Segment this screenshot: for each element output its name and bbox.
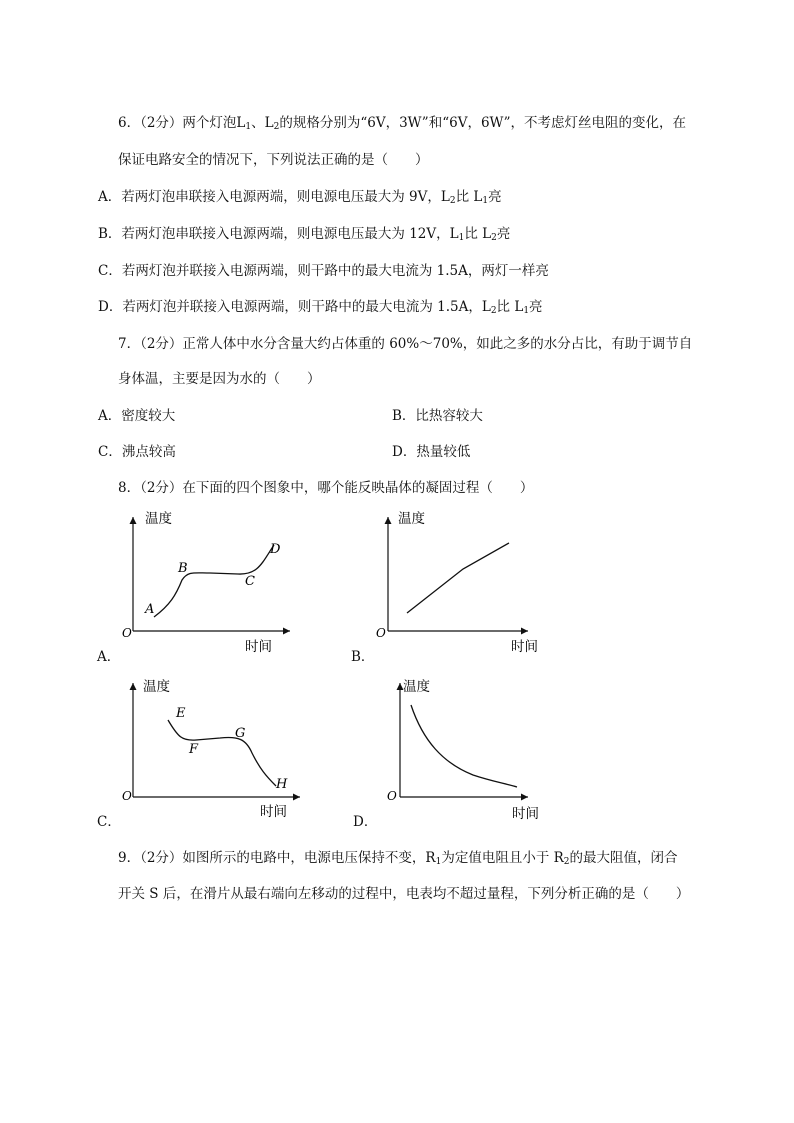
q6-option-a: A．若两灯泡串联接入电源两端，则电源电压最大为 9V，$L_2$比 $L_1$亮: [98, 189, 502, 206]
point-label: H: [276, 777, 288, 792]
q6-option-c: C．若两灯泡并联接入电源两端，则干路中的最大电流为 1.5A，两灯一样亮: [98, 263, 549, 279]
curve-d: [411, 705, 517, 787]
q6-stem-line1: 6．（2分）两个灯泡$L_1$、$L_2$的规格分别为“6V，3W”和“6V，6W”，不考虑灯丝电阻的变化，在: [118, 115, 687, 132]
origin-label: O: [387, 789, 397, 803]
origin-label: O: [122, 789, 132, 803]
q9-stem-line1: 9．（2分）如图所示的电路中，电源电压保持不变，$R_1$为定值电阻且小于 $R_2$的最大阻值，闭合: [118, 850, 678, 867]
q8-option-a: A．: [97, 649, 121, 665]
y-label: 温度: [398, 511, 425, 527]
q7-option-b: B．比热容较大: [392, 408, 483, 424]
point-label: E: [176, 706, 186, 721]
q6-option-d: D．若两灯泡并联接入电源两端，则干路中的最大电流为 1.5A，$L_2$比 $L_1$亮: [98, 299, 543, 316]
curve-c: [168, 720, 276, 786]
y-label: 温度: [145, 511, 172, 527]
point-label: F: [189, 742, 199, 757]
q8-option-d: D．: [353, 814, 378, 830]
q8-option-b: B．: [351, 649, 375, 665]
x-label: 时间: [260, 804, 287, 820]
q7-option-a: A．密度较大: [98, 408, 176, 424]
q7-option-d: D．热量较低: [392, 444, 471, 460]
origin-label: O: [376, 626, 386, 640]
q7-stem-line1: 7．（2分）正常人体中水分含量大约占体重的 60%～70%，如此之多的水分占比，有助于调节自: [118, 336, 693, 352]
y-label: 温度: [143, 679, 170, 695]
point-label: G: [235, 726, 246, 741]
point-label: B: [178, 561, 188, 576]
graph-c: [90, 673, 330, 833]
q6-stem-line2: 保证电路安全的情况下，下列说法正确的是（ ）: [118, 152, 429, 168]
q8-option-c: C．: [97, 814, 121, 830]
line-b: [407, 543, 509, 613]
graph-b: [345, 505, 585, 665]
q8-stem: 8．（2分）在下面的四个图象中，哪个能反映晶体的凝固过程（ ）: [118, 480, 534, 496]
x-label: 时间: [512, 806, 539, 822]
q7-option-c: C．沸点较高: [98, 444, 176, 460]
origin-label: O: [122, 626, 132, 640]
x-label: 时间: [245, 639, 272, 655]
q9-stem-line2: 开关 S 后，在滑片从最右端向左移动的过程中，电表均不超过量程，下列分析正确的是（ ）: [118, 886, 690, 902]
x-label: 时间: [511, 639, 538, 655]
graph-a: [90, 505, 330, 665]
q6-option-b: B．若两灯泡串联接入电源两端，则电源电压最大为 12V，$L_1$比 $L_2$亮: [98, 226, 511, 243]
y-label: 温度: [403, 679, 430, 695]
point-label: C: [245, 574, 255, 589]
curve-a: [154, 545, 274, 617]
point-label: A: [145, 602, 155, 617]
point-label: D: [270, 542, 281, 557]
graph-d: [345, 673, 585, 833]
q7-stem-line2: 身体温，主要是因为水的（ ）: [118, 371, 321, 387]
